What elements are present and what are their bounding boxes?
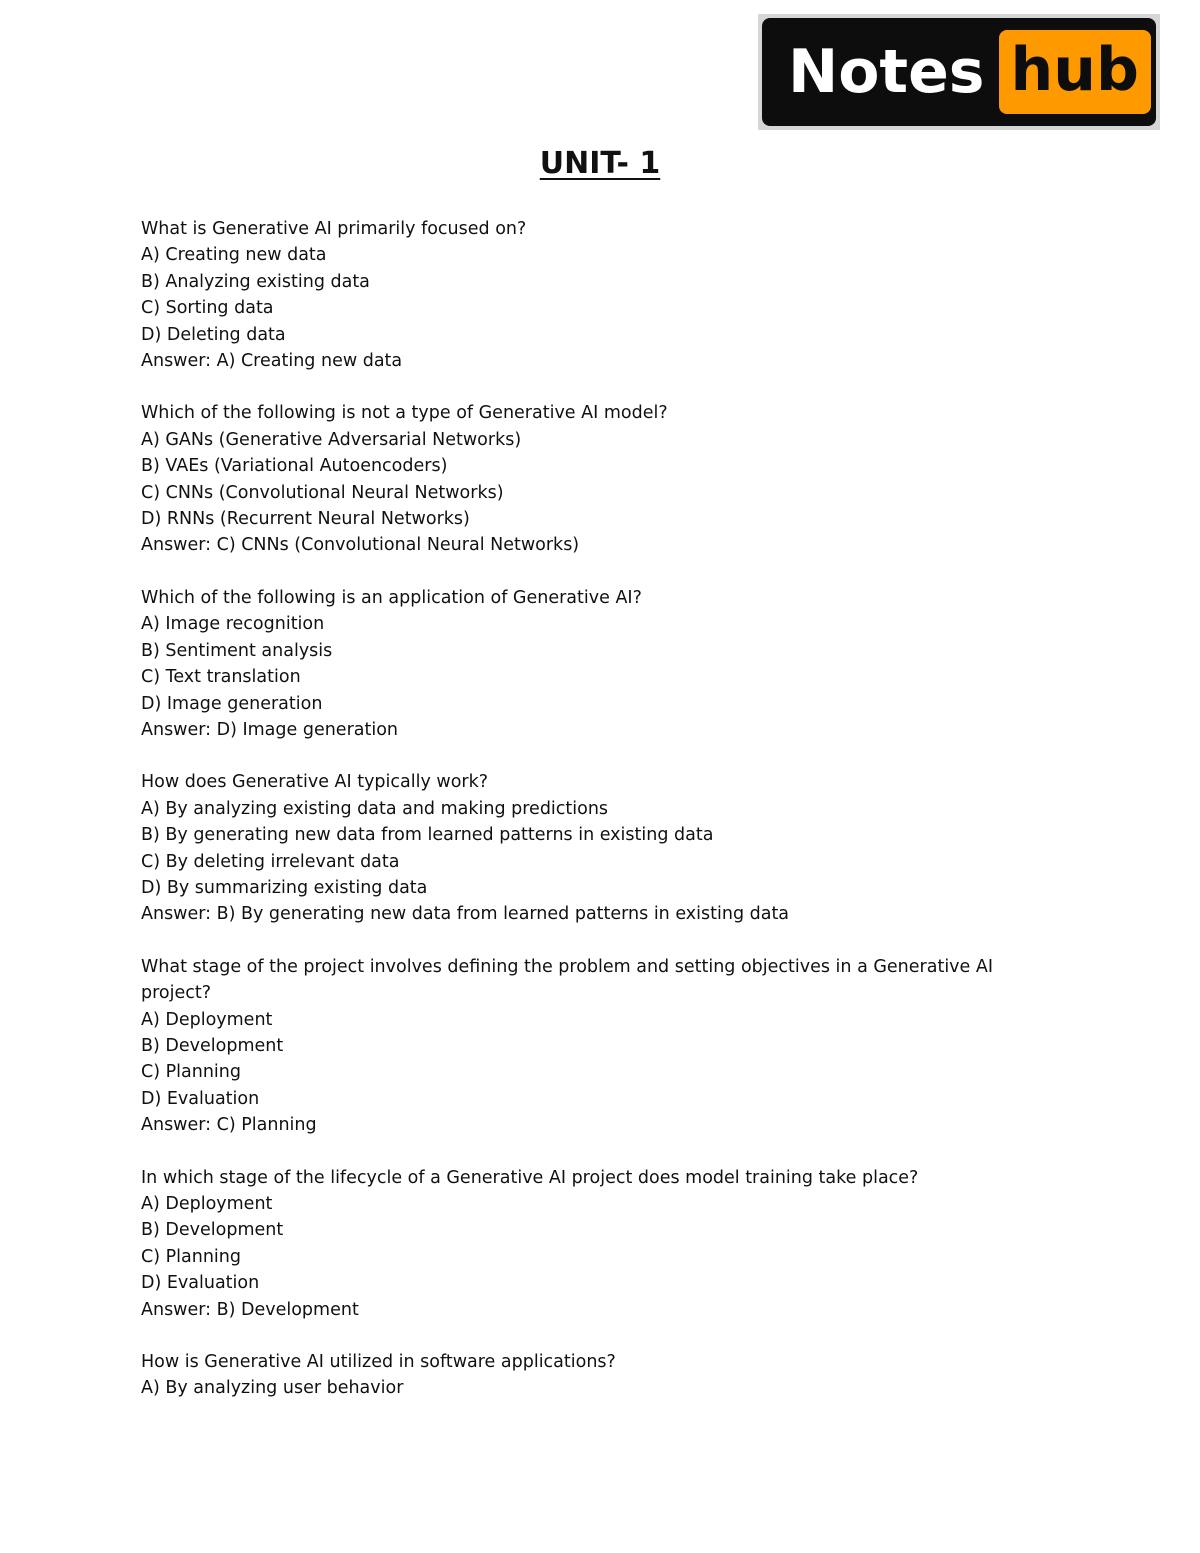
answer-text: Answer: B) By generating new data from learned patterns in existing data (141, 904, 790, 925)
question-block (141, 1349, 1021, 1402)
option-d: D) Image generation (141, 693, 323, 714)
question-block (141, 1165, 1021, 1323)
option-a: A) Deployment (141, 1194, 273, 1214)
option-c: C) Planning (141, 1062, 241, 1083)
option-a: A) By analyzing existing data and making predictions (141, 798, 609, 819)
question-text: Which of the following is an application of Generative AI? (141, 587, 642, 608)
question-block (141, 954, 1021, 1139)
option-a: A) By analyzing user behavior (141, 1378, 404, 1399)
spacer (141, 928, 1021, 954)
option-c: C) CNNs (Convolutional Neural Networks) (141, 482, 504, 503)
option-c: C) By deleting irrelevant data (141, 851, 400, 872)
answer-text: Answer: C) CNNs (Convolutional Neural Networks) (141, 535, 580, 556)
option-d: D) By summarizing existing data (141, 877, 428, 898)
page-title-text: UNIT- 1 (539, 146, 661, 181)
answer-text: Answer: C) Planning (141, 1115, 317, 1136)
option-d: D) RNNs (Recurrent Neural Networks) (141, 509, 470, 530)
answer-text: Answer: B) Development (141, 1299, 359, 1320)
option-c: C) Text translation (141, 667, 301, 688)
question-text: How does Generative AI typically work? (141, 772, 489, 793)
spacer (141, 1323, 1021, 1349)
question-list (141, 216, 1021, 1402)
question-block (141, 585, 1021, 743)
option-a: A) Deployment (141, 1009, 273, 1030)
option-d: D) Evaluation (141, 1273, 260, 1294)
option-b: B) Development (141, 1035, 284, 1056)
answer-text: Answer: A) Creating new data (141, 351, 403, 372)
question-block (141, 216, 1021, 374)
answer-text: Answer: D) Image generation (141, 719, 399, 740)
question-text: How is Generative AI utilized in software applications? (141, 1352, 616, 1373)
option-b: B) Analyzing existing data (141, 271, 370, 292)
question-block (141, 769, 1021, 927)
option-a: A) Image recognition (141, 614, 325, 635)
spacer (141, 374, 1021, 400)
option-b: B) By generating new data from learned patterns in existing data (141, 825, 714, 846)
question-text: Which of the following is not a type of Generative AI model? (141, 403, 668, 424)
logo-hub-text: hub (999, 30, 1151, 114)
question-block (141, 400, 1021, 558)
option-b: B) VAEs (Variational Autoencoders) (141, 456, 448, 477)
question-text: What is Generative AI primarily focused on? (141, 219, 527, 239)
spacer (141, 1139, 1021, 1165)
notes-hub-logo (758, 14, 1160, 130)
option-a: A) Creating new data (141, 245, 327, 266)
option-c: C) Sorting data (141, 298, 274, 319)
question-text: What stage of the project involves defining the problem and setting objectives in a Generative AI project? (141, 956, 994, 1004)
option-d: D) Deleting data (141, 324, 286, 345)
spacer (141, 743, 1021, 769)
question-text: In which stage of the lifecycle of a Generative AI project does model training take place? (141, 1167, 919, 1188)
option-c: C) Planning (141, 1246, 241, 1267)
page-title (0, 142, 1200, 186)
spacer (141, 559, 1021, 585)
logo-notes-text: Notes (788, 37, 985, 107)
logo-box (762, 18, 1156, 126)
option-a: A) GANs (Generative Adversarial Networks) (141, 429, 522, 450)
option-b: B) Sentiment analysis (141, 640, 333, 661)
option-b: B) Development (141, 1220, 284, 1241)
option-d: D) Evaluation (141, 1088, 260, 1109)
